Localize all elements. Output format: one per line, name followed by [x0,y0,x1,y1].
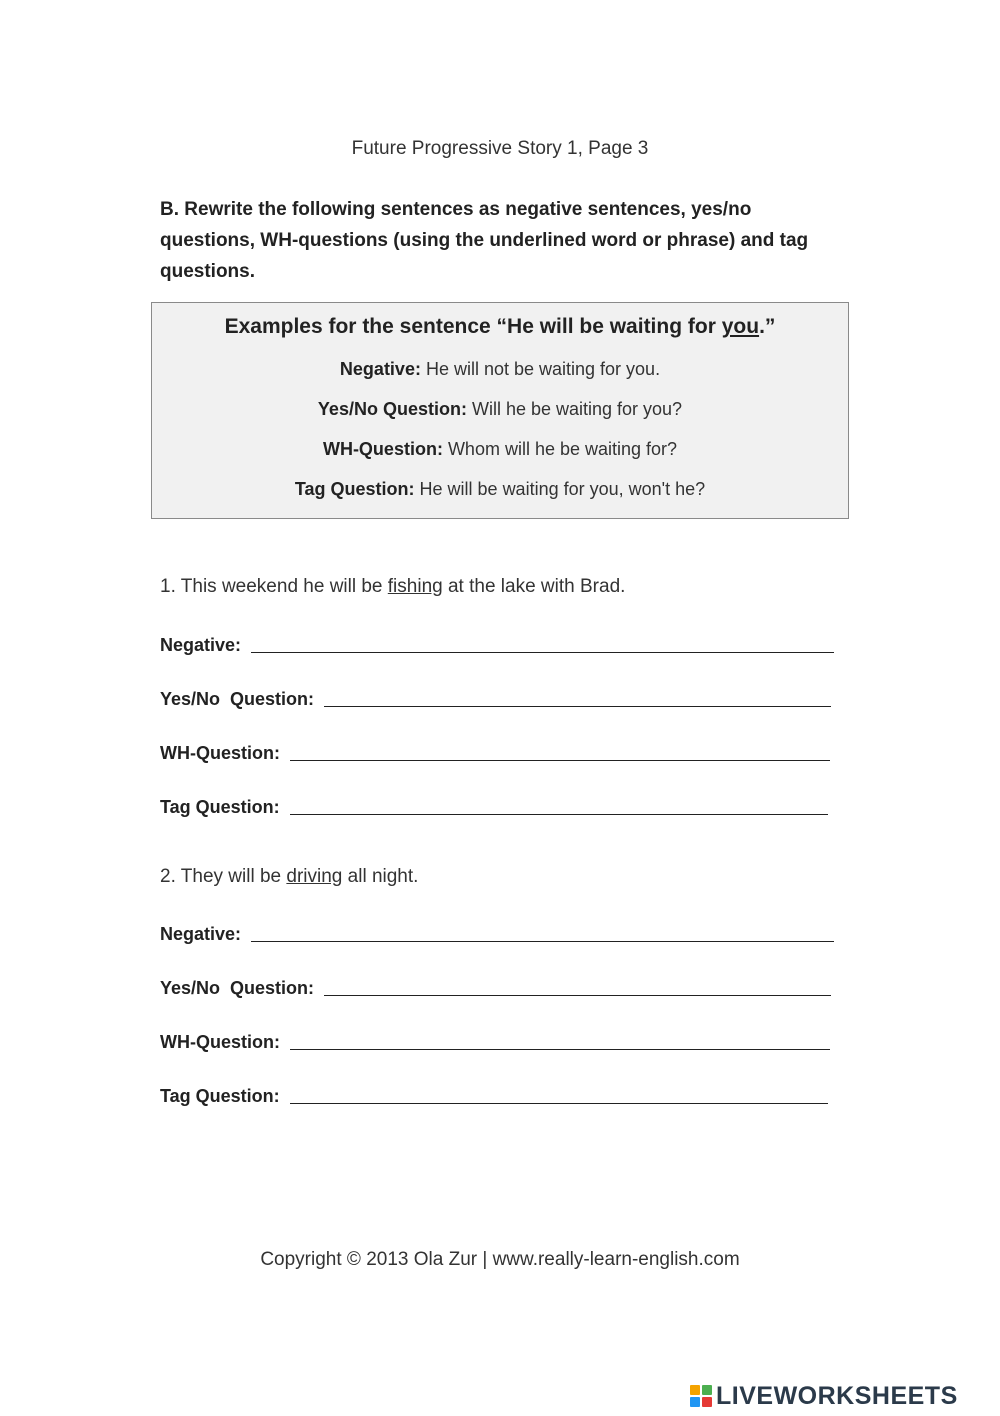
examples-title-start: Examples for the sentence “He will be waiting for [224,315,722,338]
sentence-end: all night. [342,866,419,887]
exercise-2-yes-no-answer-field[interactable] [324,995,831,996]
exercise-2-yes-no-row [160,973,831,999]
example-label: WH-Question: [322,439,443,459]
example-negative [152,349,848,389]
example-wh [152,429,848,469]
exercise-1-yes-no-answer-field[interactable] [324,706,831,707]
exercise-1-sentence [160,576,625,598]
examples-title-underlined: you [721,315,760,338]
copyright-footer: Copyright © 2013 Ola Zur | www.really-learn-english.com [260,1249,740,1270]
liveworksheets-logo-icon [690,1385,712,1407]
liveworksheets-brand [690,1383,958,1409]
example-text: Will he be waiting for you? [466,399,683,419]
exercise-1-tag-row [160,792,828,818]
answer-label: Negative: [160,635,242,655]
exercise-2-negative-row [160,919,834,945]
logo-square [702,1385,712,1395]
exercise-1-wh-row [160,738,830,764]
sentence-start: 1. This weekend he will be [160,576,388,597]
example-text: He will be waiting for you, won't he? [414,479,706,499]
exercise-1-tag-answer-field[interactable] [290,814,828,815]
exercise-1-wh-answer-field[interactable] [290,760,830,761]
answer-label: Yes/No Question: [160,978,315,998]
logo-square [690,1385,700,1395]
exercise-1-negative-row [160,630,834,656]
exercise-2-sentence [160,866,418,888]
answer-label: Yes/No Question: [160,689,315,709]
exercise-1-yes-no-row [160,684,831,710]
exercise-1-negative-answer-field[interactable] [251,652,834,653]
sentence-start: 2. They will be [160,866,287,887]
answer-label: Tag Question: [160,1086,280,1106]
exercise-2-wh-row [160,1027,830,1053]
example-label: Yes/No Question: [317,399,467,419]
answer-label: WH-Question: [160,743,280,763]
answer-label: WH-Question: [160,1032,280,1052]
exercise-2-negative-answer-field[interactable] [251,941,834,942]
example-tag [152,469,848,509]
examples-title-end: .” [759,315,776,338]
example-yes-no [152,389,848,429]
exercise-2-tag-row [160,1081,828,1107]
page-title: Future Progressive Story 1, Page 3 [351,138,649,159]
example-text: Whom will he be waiting for? [442,439,678,459]
examples-title [152,315,848,339]
instruction-text: B. Rewrite the following sentences as negative sentences, yes/no questions, WH-questions (using the underlined word or phrase) and tag questions. [160,199,809,282]
example-label: Negative: [339,359,421,379]
exercise-2-tag-answer-field[interactable] [290,1103,828,1104]
sentence-end: at the lake with Brad. [442,576,626,597]
logo-square [690,1397,700,1407]
example-text: He will not be waiting for you. [420,359,661,379]
exercise-2-wh-answer-field[interactable] [290,1049,830,1050]
answer-label: Negative: [160,924,242,944]
brand-text: LIVEWORKSHEETS [716,1381,958,1410]
examples-box [151,302,849,519]
sentence-underlined-word: driving [286,866,343,887]
answer-label: Tag Question: [160,797,280,817]
logo-square [702,1397,712,1407]
sentence-underlined-word: fishing [387,576,443,597]
example-label: Tag Question: [294,479,415,499]
